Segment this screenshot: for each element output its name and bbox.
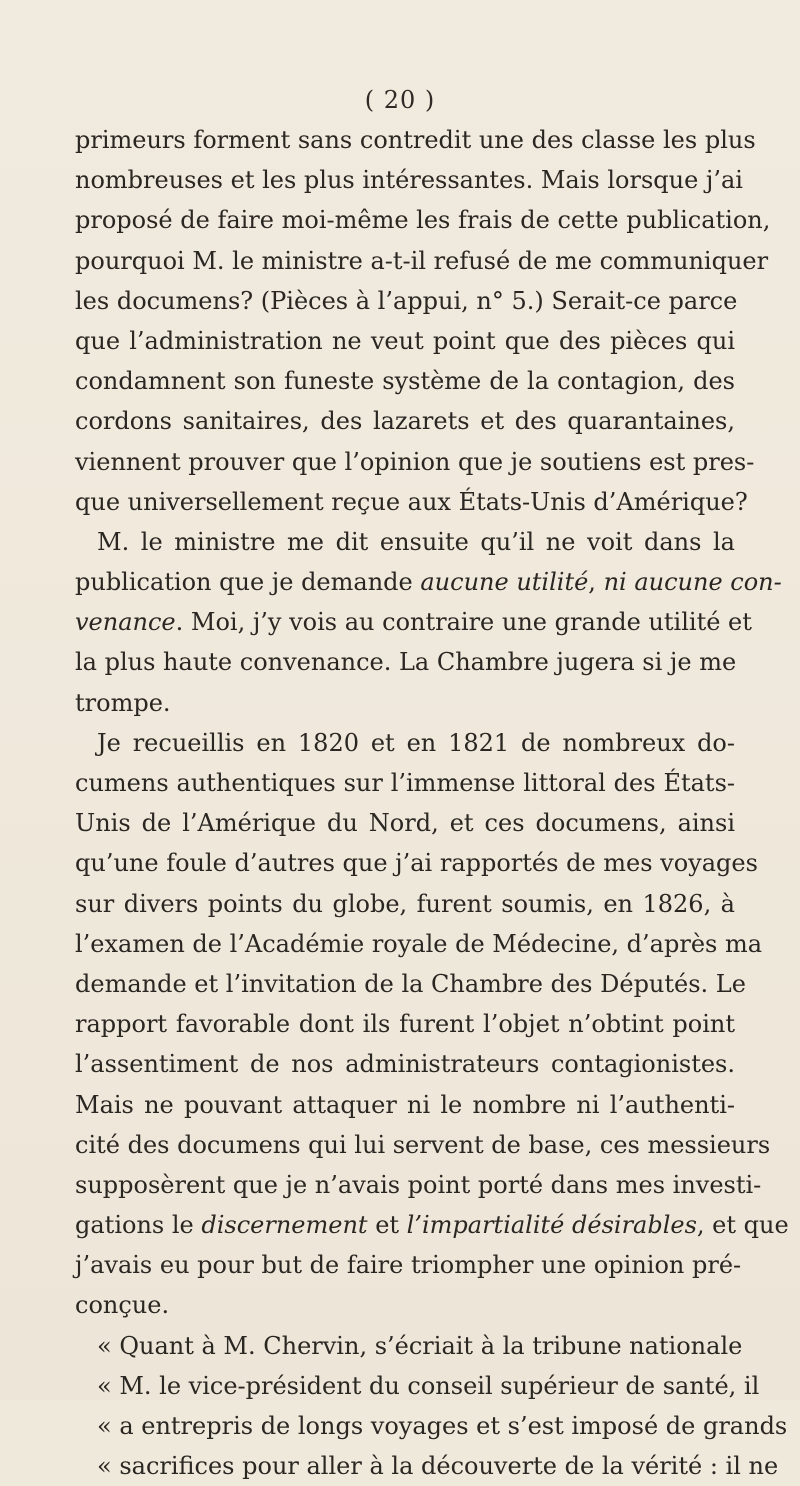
text-line [75,1446,779,1486]
text-segment: viennent prouver que l’opinion que je soutiens est pres- [75,447,755,476]
text-segment: demande et l’invitation de la Chambre des Députés. Le [75,969,746,998]
italic-text-segment: aucune utilité [420,568,589,597]
text-line [75,160,743,200]
text-segment: l’examen de l’Académie royale de Médecine, d’après ma [75,929,763,958]
text-line [75,1205,789,1245]
text-line [75,642,735,682]
text-segment: qu’une foule d’autres que j’ai rapportés de mes voyages [75,849,758,878]
text-segment: , [588,568,604,597]
text-line [75,924,763,964]
text-segment: cordons sanitaires, des lazarets et des quarantaines, [75,407,735,436]
text-segment: primeurs forment sans contredit une des classe les plus [75,126,756,154]
text-segment: publication que je demande [75,568,421,597]
text-line [75,723,735,763]
text-segment: sur divers points du globe, furent soumis, en 1826, à [75,889,735,918]
text-line [75,964,746,1004]
text-line [75,1245,742,1285]
text-segment: M. le ministre me dit ensuite qu’il ne voit dans la [97,527,735,556]
text-segment: Unis de l’Amérique du Nord, et ces documens, ainsi [75,809,735,838]
text-segment: « sacrifices pour aller à la découverte de la vérité : il ne [97,1452,779,1481]
italic-text-segment: venance [75,608,176,637]
text-line [75,602,752,642]
page-number: ( 20 ) [364,86,436,114]
text-line [75,562,782,602]
text-segment: condamnent son funeste système de la contagion, des [75,367,735,396]
text-line [75,1085,735,1125]
text-segment: la plus haute convenance. La Chambre jugera si je me [75,648,737,677]
text-line [75,683,735,723]
text-segment: supposèrent que je n’avais point porté dans mes investi- [75,1170,762,1199]
text-segment: . Moi, j’y vois au contraire une grande utilité et [175,608,752,637]
text-segment: cité des documens qui lui servent de base, ces messieurs [75,1130,771,1159]
italic-text-segment: l’impartialité désirables [406,1211,697,1240]
text-segment: j’avais eu pour but de faire triompher une opinion pré- [75,1251,742,1280]
text-segment: et [367,1211,407,1240]
text-segment: Je recueillis en 1820 et en 1821 de nombreux do- [97,728,735,757]
text-line [75,803,735,843]
text-segment: pourquoi M. le ministre a-t-il refusé de me communiquer [75,246,769,275]
text-segment: cumens authentiques sur l’immense littoral des États- [75,769,735,797]
text-line [75,1285,735,1325]
text-segment: nombreuses et les plus intéressantes. Mais lorsque j’ai [75,166,743,195]
text-line [75,1326,743,1366]
text-segment: , et que [696,1211,789,1240]
body-text [75,120,789,1486]
text-line [75,884,735,924]
text-line [75,1165,762,1205]
text-line [75,482,748,522]
text-line [75,522,735,562]
text-segment: trompe. [75,688,171,717]
italic-text-segment: ni aucune con- [603,568,782,597]
text-segment: que l’administration ne veut point que des pièces qui [75,326,735,355]
text-line [75,281,738,321]
text-line [75,442,755,482]
text-segment: conçue. [75,1291,170,1320]
text-segment: rapport favorable dont ils furent l’objet n’obtint point [75,1010,735,1039]
text-segment: Mais ne pouvant attaquer ni le nombre ni l’authenti- [75,1090,735,1119]
text-line [75,241,769,281]
text-line [75,1004,735,1044]
text-segment: « Quant à M. Chervin, s’écriait à la tribune nationale [97,1331,743,1360]
text-line [75,120,756,160]
text-line [75,1406,788,1446]
text-line [75,1366,760,1406]
text-segment: que universellement reçue aux États-Unis d’Amérique? [75,487,748,516]
text-segment: l’assentiment de nos administrateurs contagionistes. [75,1050,735,1079]
text-line [75,1125,771,1165]
text-segment: proposé de faire moi-même les frais de cette publication, [75,206,771,235]
text-segment: les documens? (Pièces à l’appui, n° 5.) Serait-ce parce [75,286,738,315]
text-line [75,843,758,883]
text-segment: « a entrepris de longs voyages et s’est imposé de grands [97,1412,788,1440]
text-line [75,200,771,240]
italic-text-segment: discernement [201,1211,368,1240]
text-line [75,1044,735,1084]
text-line [75,401,735,441]
text-line [75,321,735,361]
text-segment: gations le [75,1211,202,1240]
text-line [75,763,735,803]
text-segment: « M. le vice-président du conseil supérieur de santé, il [97,1371,760,1400]
text-line [75,361,735,401]
